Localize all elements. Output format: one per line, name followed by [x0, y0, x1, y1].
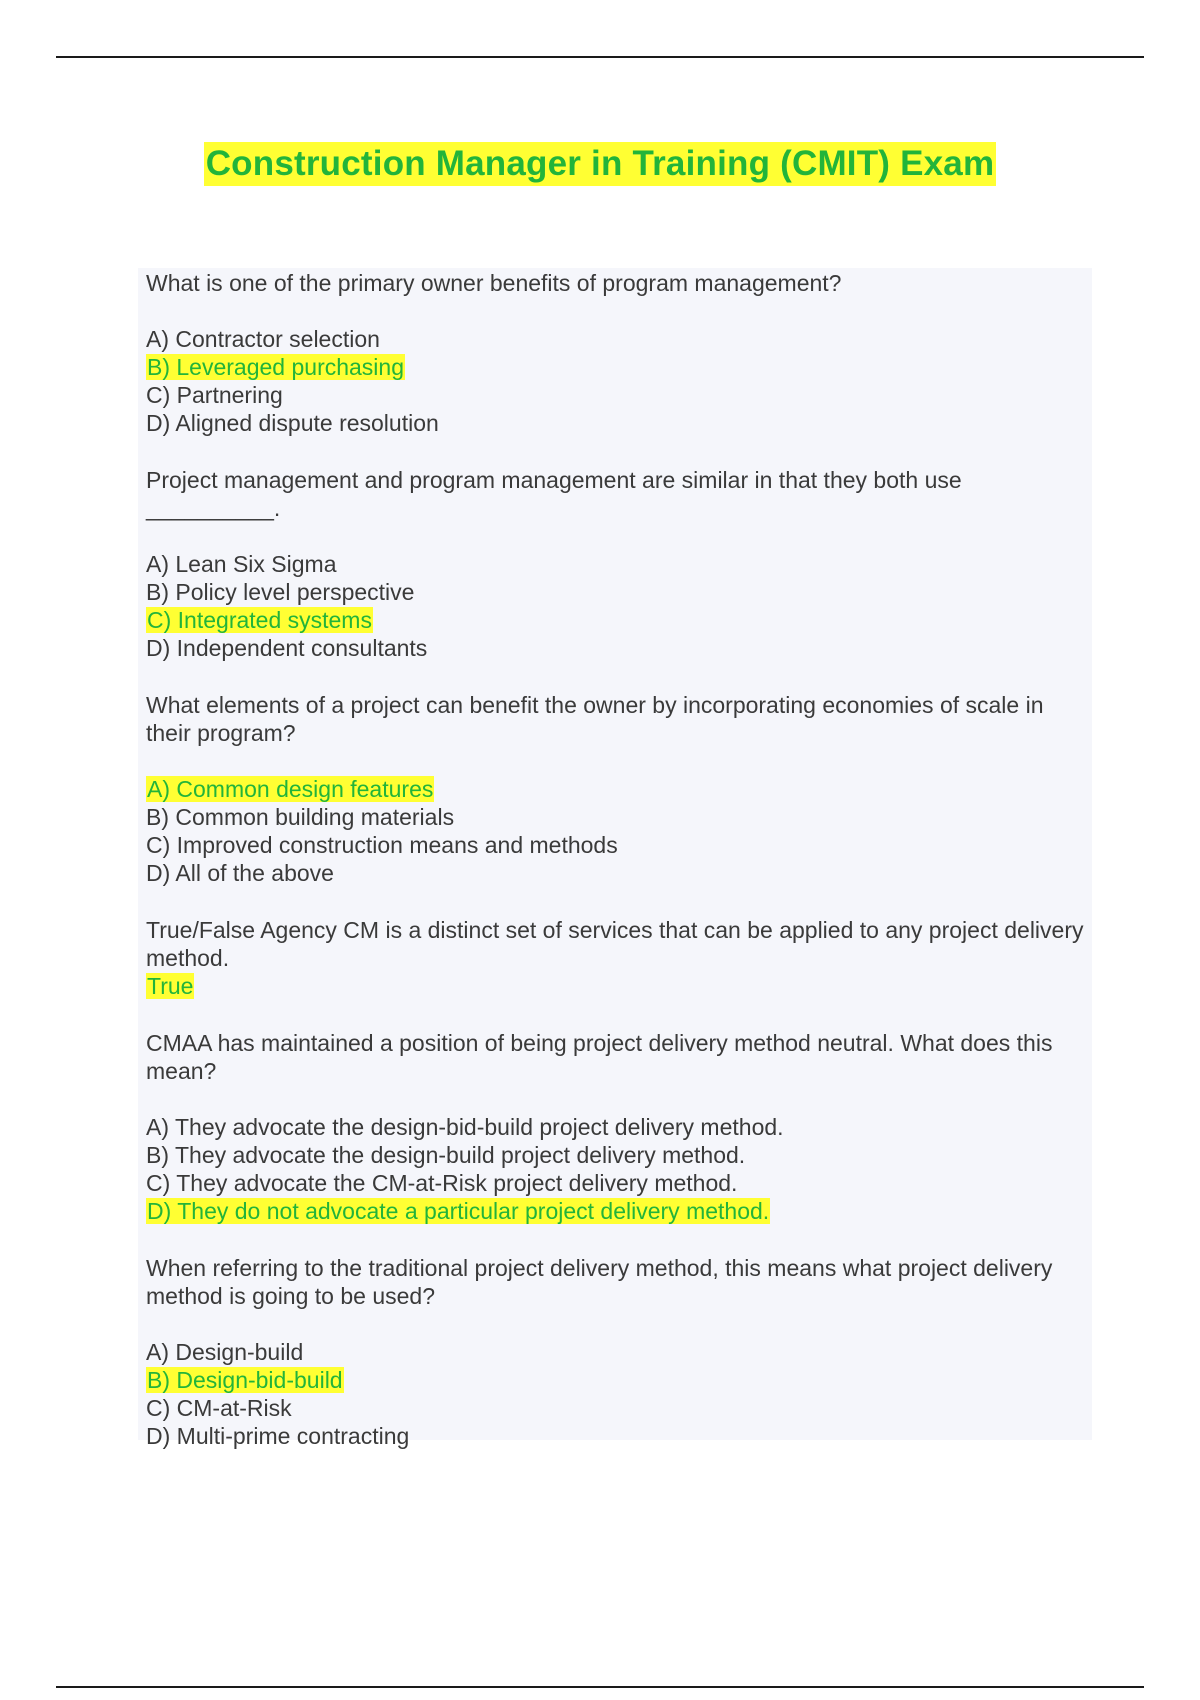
question-1-option-d: D) Aligned dispute resolution — [146, 410, 439, 436]
question-2-text: Project management and program management are similar in that they both use __________. — [146, 465, 1084, 522]
correct-answer-highlight: B) Design-bid-build — [147, 1367, 343, 1393]
question-3-option-a — [146, 775, 1084, 803]
question-2-option-c — [146, 606, 1084, 634]
correct-answer-highlight: B) Leveraged purchasing — [147, 354, 404, 380]
spacer — [146, 662, 1084, 690]
question-3-text: What elements of a project can benefit the owner by incorporating economies of scale in their program? — [146, 692, 1044, 746]
spacer — [146, 887, 1084, 915]
question-3-option-d: D) All of the above — [146, 860, 334, 886]
bottom-rule — [56, 1686, 1144, 1688]
question-4-answer — [146, 972, 1084, 1000]
question-1-option-a: A) Contractor selection — [146, 326, 380, 352]
correct-answer-highlight: C) Integrated systems — [147, 607, 372, 633]
question-6-option-b — [146, 1366, 1084, 1394]
question-4-text: True/False Agency CM is a distinct set of services that can be applied to any project delivery method. — [146, 917, 1084, 971]
document-title: Construction Manager in Training (CMIT) Exam — [204, 142, 997, 186]
question-5-option-d — [146, 1197, 1084, 1225]
spacer — [146, 747, 1084, 775]
questions-list — [146, 268, 1084, 1450]
question-3-option-b: B) Common building materials — [146, 804, 455, 830]
question-2-option-b: B) Policy level perspective — [146, 579, 415, 605]
correct-answer-highlight: A) Common design features — [147, 776, 434, 802]
question-1-option-b — [146, 353, 1084, 381]
question-5-option-b: B) They advocate the design-build project delivery method. — [146, 1142, 746, 1168]
spacer — [146, 1085, 1084, 1113]
question-5-option-a: A) They advocate the design-bid-build project delivery method. — [146, 1114, 784, 1140]
question-1-text: What is one of the primary owner benefits of program management? — [146, 270, 842, 296]
questions-panel — [138, 268, 1092, 1449]
question-5-text: CMAA has maintained a position of being project delivery method neutral. What does this mean? — [146, 1030, 1053, 1084]
spacer — [146, 297, 1084, 325]
top-rule — [56, 56, 1144, 58]
title-container — [0, 142, 1200, 186]
correct-answer-highlight: D) They do not advocate a particular project delivery method. — [147, 1198, 770, 1224]
spacer — [146, 522, 1084, 550]
question-3-option-c: C) Improved construction means and methods — [146, 832, 618, 858]
spacer — [146, 437, 1084, 465]
question-6-option-d: D) Multi-prime contracting — [146, 1423, 410, 1449]
spacer — [146, 1225, 1084, 1253]
question-6-option-c: C) CM-at-Risk — [146, 1395, 292, 1421]
question-2-option-a: A) Lean Six Sigma — [146, 551, 337, 577]
correct-answer-highlight: True — [147, 973, 194, 999]
question-6-text: When referring to the traditional project delivery method, this means what project delivery method is going to be used? — [146, 1255, 1053, 1309]
question-1-option-c: C) Partnering — [146, 382, 283, 408]
spacer — [146, 1000, 1084, 1028]
spacer — [146, 1310, 1084, 1338]
question-2-option-d: D) Independent consultants — [146, 635, 428, 661]
question-2-blank: __________. — [146, 495, 281, 521]
question-6-option-a: A) Design-build — [146, 1339, 304, 1365]
question-5-option-c: C) They advocate the CM-at-Risk project delivery method. — [146, 1170, 738, 1196]
